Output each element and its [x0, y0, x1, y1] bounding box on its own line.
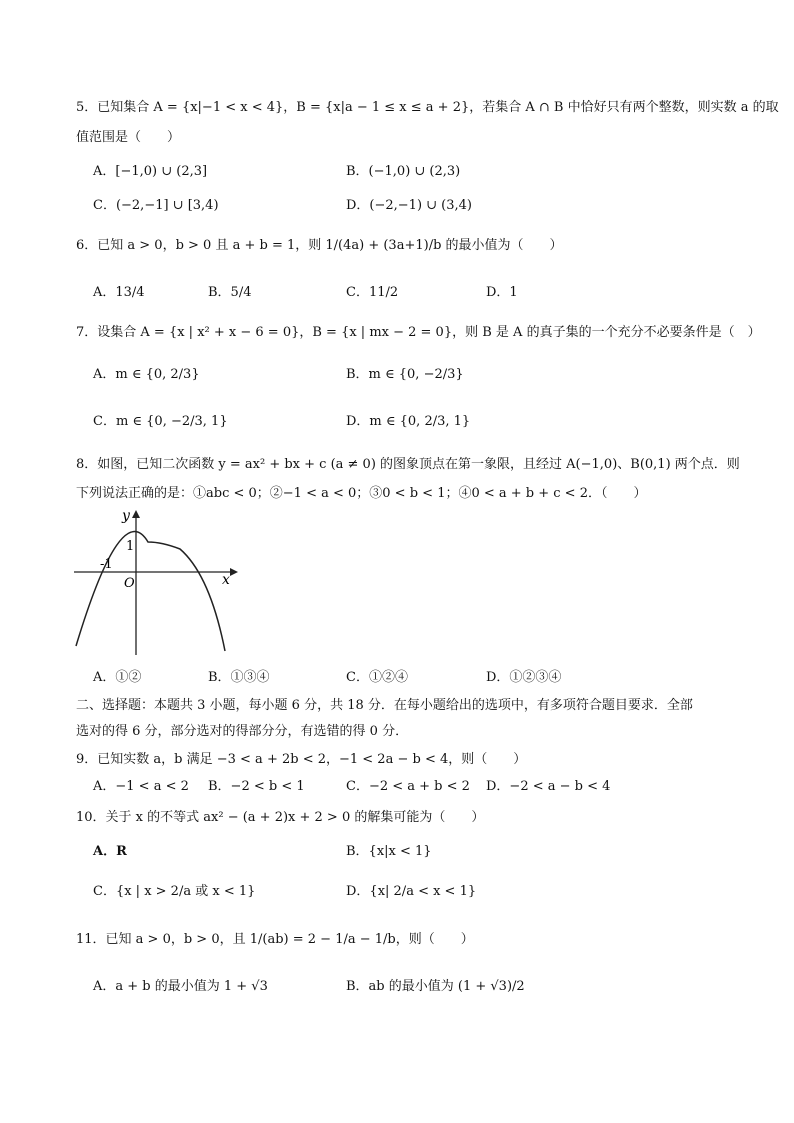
q6-option-c: C．11/2	[346, 285, 399, 300]
q9-line-1: 9．已知实数 a，b 满足 −3 < a + 2b < 2，−1 < 2a − b < 4，则（ ）	[76, 752, 527, 767]
q7-option-d: D．m ∈ {0, 2/3, 1}	[346, 414, 471, 429]
parabola-curve	[76, 532, 225, 651]
q10-option-c: C．{x | x > 2/a 或 x < 1}	[93, 884, 256, 899]
q6-option-a: A．13/4	[93, 285, 145, 300]
q7-option-c: C．m ∈ {0, −2/3, 1}	[93, 414, 228, 429]
q5-line-1: 5．已知集合 A = {x|−1 < x < 4}，B = {x|a − 1 ≤ x ≤ a + 2}，若集合 A ∩ B 中恰好只有两个整数，则实数 a 的取	[76, 100, 779, 115]
q7-line-1: 7．设集合 A = {x | x² + x − 6 = 0}，B = {x | mx − 2 = 0}，则 B 是 A 的真子集的一个充分不必要条件是（ ）	[76, 325, 761, 340]
q8-line-2: 下列说法正确的是：①abc < 0；②−1 < a < 0；③0 < b < 1；④0 < a + b + c < 2．（ ）	[76, 486, 647, 501]
q10-option-a: A．R	[93, 844, 127, 859]
q11-option-b: B．ab 的最小值为 (1 + √3)/2	[346, 979, 525, 994]
origin-label: O	[124, 576, 135, 591]
q5-option-a: A．[−1,0) ∪ (2,3]	[93, 164, 208, 179]
q6-option-b: B．5/4	[208, 285, 252, 300]
q5-line-2: 值范围是（ ）	[76, 130, 181, 145]
q6-line-1: 6．已知 a > 0，b > 0 且 a + b = 1，则 1/(4a) + (3a+1)/b 的最小值为（ ）	[76, 238, 563, 253]
q8-option-c: C．①②④	[346, 670, 408, 685]
q8-line-1: 8．如图，已知二次函数 y = ax² + bx + c (a ≠ 0) 的图象顶点在第一象限，且经过 A(−1,0)、B(0,1) 两个点．则	[76, 457, 740, 472]
q10-option-b: B．{x|x < 1}	[346, 844, 432, 859]
q9-option-c: C．−2 < a + b < 2	[346, 779, 470, 794]
x-axis-label: x	[222, 572, 230, 588]
q7-option-b: B．m ∈ {0, −2/3}	[346, 367, 464, 382]
q10-line-1: 10．关于 x 的不等式 ax² − (a + 2)x + 2 > 0 的解集可能为（ ）	[76, 810, 485, 825]
x-tick-label: -1	[100, 557, 113, 572]
parabola-figure	[70, 505, 240, 660]
y-axis-arrow	[132, 510, 140, 518]
section2-line-1: 二、选择题：本题共 3 小题，每小题 6 分，共 18 分．在每小题给出的选项中，有多项符合题目要求．全部	[76, 698, 693, 713]
q10-option-d: D．{x| 2/a < x < 1}	[346, 884, 477, 899]
q7-option-a: A．m ∈ {0, 2/3}	[93, 367, 200, 382]
q9-option-b: B．−2 < b < 1	[208, 779, 305, 794]
q5-option-c: C．(−2,−1] ∪ [3,4)	[93, 198, 219, 213]
q8-option-a: A．①②	[93, 670, 142, 685]
q11-option-a: A．a + b 的最小值为 1 + √3	[93, 979, 268, 994]
q5-option-b: B．(−1,0) ∪ (2,3)	[346, 164, 461, 179]
q6-option-d: D．1	[486, 285, 518, 300]
x-axis-arrow	[230, 568, 238, 576]
y-tick-label: 1	[126, 539, 135, 554]
q11-line-1: 11．已知 a > 0，b > 0，且 1/(ab) = 2 − 1/a − 1/b，则（ ）	[76, 932, 474, 947]
q5-option-d: D．(−2,−1) ∪ (3,4)	[346, 198, 473, 213]
section2-line-2: 选对的得 6 分，部分选对的得部分分，有选错的得 0 分．	[76, 724, 409, 739]
y-axis-label: y	[122, 508, 130, 524]
q9-option-d: D．−2 < a − b < 4	[486, 779, 611, 794]
q9-option-a: A．−1 < a < 2	[93, 779, 189, 794]
q8-option-d: D．①②③④	[486, 670, 562, 685]
q8-option-b: B．①③④	[208, 670, 270, 685]
